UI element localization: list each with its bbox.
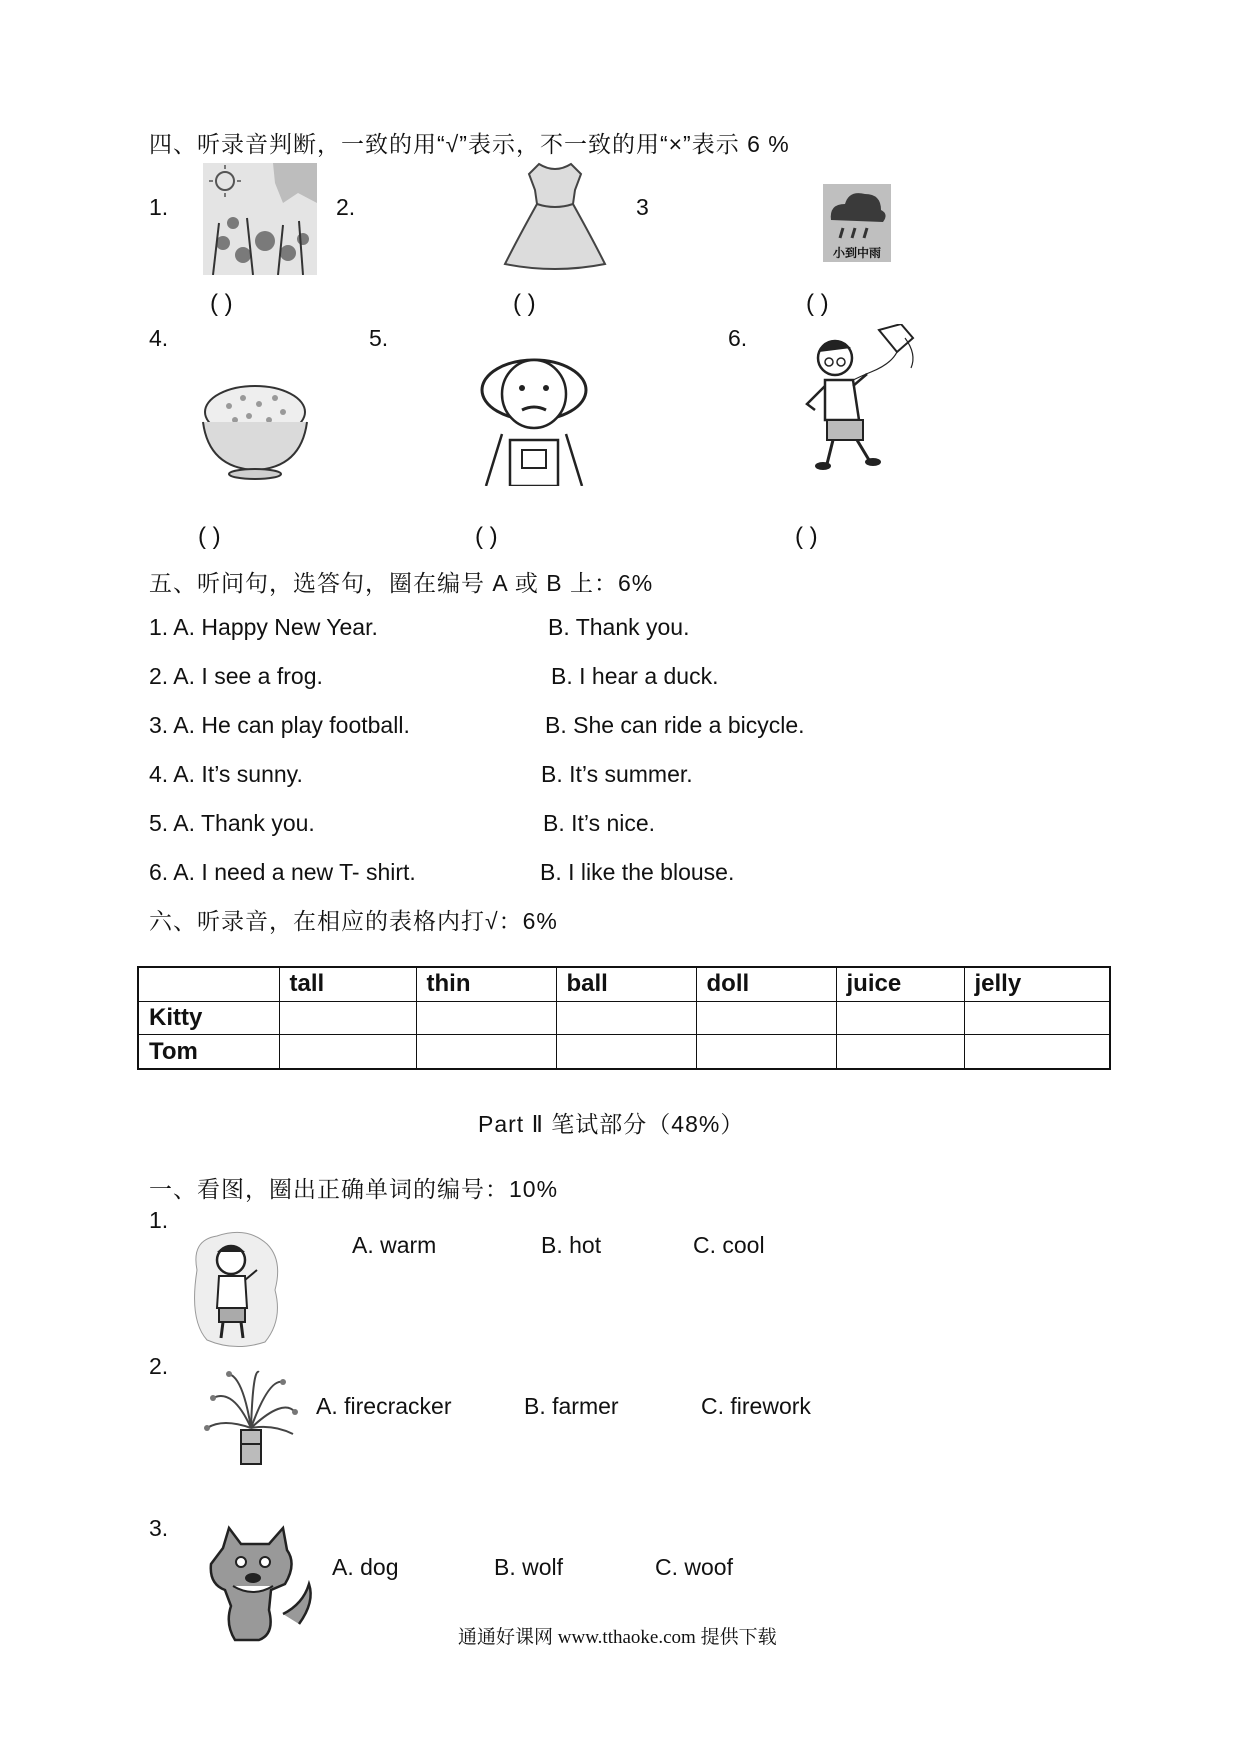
item-number: 1. [149, 1207, 169, 1233]
row-label: Tom [138, 1035, 279, 1069]
word-option[interactable]: A. warm [352, 1232, 437, 1258]
wolf-image [199, 1524, 317, 1642]
table-header-cell: jelly [964, 967, 1110, 1001]
option-a: 5. A. Thank you. [149, 810, 315, 836]
answer-cell[interactable] [556, 1035, 696, 1069]
table-header-cell: doll [696, 967, 836, 1001]
option-a: 6. A. I need a new T- shirt. [149, 859, 416, 885]
option-b: B. I like the blouse. [540, 859, 735, 885]
option-b: B. It’s summer. [541, 761, 693, 787]
garden-image [203, 163, 317, 275]
part-2-title: Part Ⅱ 笔试部分（48%） [478, 1111, 745, 1137]
table-header-cell: thin [416, 967, 556, 1001]
option-b: B. It’s nice. [543, 810, 656, 836]
answer-cell[interactable] [279, 1001, 416, 1035]
item-number: 5. [369, 325, 389, 351]
item-number: 3 [636, 194, 649, 220]
option-a: 4. A. It’s sunny. [149, 761, 303, 787]
table-header-cell: ball [556, 967, 696, 1001]
word-option[interactable]: B. hot [541, 1232, 602, 1258]
farmer-image [478, 354, 590, 486]
answer-cell[interactable] [696, 1035, 836, 1069]
answer-cell[interactable] [964, 1001, 1110, 1035]
item-number: 3. [149, 1515, 169, 1541]
answer-bracket: ( ) [806, 290, 829, 317]
section-6-heading: 六、听录音，在相应的表格内打√：6% [149, 908, 558, 934]
rice-bowl-image [199, 376, 311, 480]
table-header-row [138, 967, 1110, 1001]
table-header-cell [138, 967, 279, 1001]
table-row [138, 1035, 1110, 1069]
part-2-section-1-heading: 一、看图，圈出正确单词的编号：10% [149, 1176, 559, 1202]
word-option[interactable]: A. firecracker [316, 1393, 452, 1419]
answer-cell[interactable] [836, 1001, 964, 1035]
dress-image [501, 160, 609, 272]
table-header-cell: juice [836, 967, 964, 1001]
option-b: B. I hear a duck. [551, 663, 719, 689]
answer-cell[interactable] [556, 1001, 696, 1035]
answer-cell[interactable] [279, 1035, 416, 1069]
answer-cell[interactable] [696, 1001, 836, 1035]
answer-bracket: ( ) [795, 523, 818, 550]
hot-boy-image [187, 1230, 283, 1348]
word-option[interactable]: C. firework [701, 1393, 811, 1419]
page-footer: 通通好课网 www.tthaoke.com 提供下载 [458, 1627, 777, 1648]
answer-bracket: ( ) [210, 290, 233, 317]
word-option[interactable]: A. dog [332, 1554, 399, 1580]
item-number: 2. [149, 1353, 169, 1379]
answer-cell[interactable] [416, 1001, 556, 1035]
boy-flying-kite-image [801, 324, 923, 472]
section-5-heading: 五、听问句，选答句，圈在编号 A 或 B 上：6% [149, 570, 654, 596]
section-4-heading: 四、听录音判断，一致的用“√”表示，不一致的用“×”表示 6 % [149, 131, 790, 157]
word-option[interactable]: B. wolf [494, 1554, 564, 1580]
answer-bracket: ( ) [198, 523, 221, 550]
option-a: 1. A. Happy New Year. [149, 614, 378, 640]
answer-bracket: ( ) [475, 523, 498, 550]
answer-cell[interactable] [416, 1035, 556, 1069]
rain-weather-icon [823, 184, 891, 262]
item-number: 1. [149, 194, 169, 220]
item-number: 6. [728, 325, 748, 351]
table-header-cell: tall [279, 967, 416, 1001]
answer-cell[interactable] [964, 1035, 1110, 1069]
option-b: B. Thank you. [548, 614, 690, 640]
word-option[interactable]: B. farmer [524, 1393, 619, 1419]
rain-caption: 小到中雨 [832, 246, 882, 260]
table-row [138, 1001, 1110, 1035]
option-a: 3. A. He can play football. [149, 712, 410, 738]
word-option[interactable]: C. woof [655, 1554, 733, 1580]
item-number: 4. [149, 325, 169, 351]
answer-table [137, 966, 1111, 1070]
answer-cell[interactable] [836, 1035, 964, 1069]
firework-image [203, 1368, 299, 1468]
row-label: Kitty [138, 1001, 279, 1035]
word-option[interactable]: C. cool [693, 1232, 765, 1258]
option-b: B. She can ride a bicycle. [545, 712, 805, 738]
answer-bracket: ( ) [513, 290, 536, 317]
option-a: 2. A. I see a frog. [149, 663, 323, 689]
item-number: 2. [336, 194, 356, 220]
